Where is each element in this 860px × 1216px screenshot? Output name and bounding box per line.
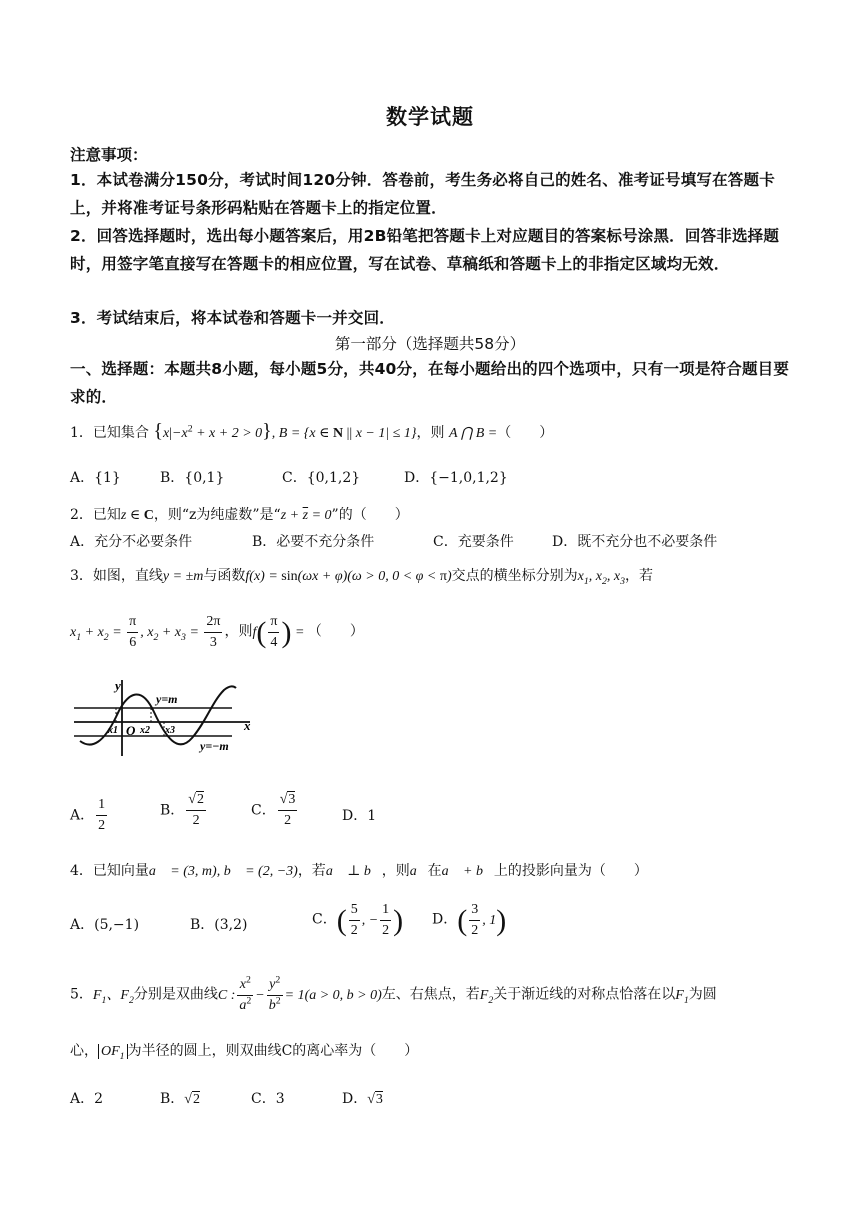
q1-prefix: 1．已知集合 [70,425,149,441]
q5-option-b-label: B． [160,1091,185,1107]
q4-option-b[interactable]: B．(3,2) [190,917,248,933]
q4-option-c[interactable]: C．( $\frac{5}{2}$ , − $\frac{1}{2}$ ) [312,902,404,938]
q5-text-5: 为圆 [688,986,717,1003]
q5-radius: $OF_1$ [98,1044,128,1059]
q3-option-c-label: C． [251,802,276,819]
q5-f1: $F_1$ [675,987,689,1006]
q5-text-4: 关于渐近线的对称点恰落在以 [493,986,676,1003]
q3-roots: $x_1$, $x_2$, $x_3$ [577,569,625,587]
label-y-neg-m: y=−m [200,739,229,753]
label-x: x [244,718,251,733]
label-x3: x3 [165,725,175,736]
section-heading: 一、选择题：本题共8小题，每小题5分，共40分，在每小题给出的四个选项中，只有一项是符合题目要求的． [70,360,790,406]
q4-text-1: 4．已知向量 [70,863,149,879]
q5-f2: $F_2$ [479,987,494,1006]
question-3 [70,565,653,585]
q1-option-d[interactable]: D．{−1,0,1,2} [404,470,508,486]
q4-sum: a⃗ + b⃗ [441,864,494,879]
q3-text-3: 交点的横坐标分别为 [451,568,578,584]
q1-option-a[interactable]: A．{1} [70,470,121,486]
q5-option-d[interactable]: D．√3 [342,1091,383,1107]
q4-text-3: ，则 [381,863,410,879]
q5-text-3: 左、右焦点，若 [381,986,480,1003]
q3-text-5: ，则 [224,623,253,640]
question-3-line-2: $x_1 + x_2$ = $\frac{\pi}{6}$ , $x_2 + x_3$ = $\frac{2\pi}{3}$ ，则f( $\frac{\pi}{4}$ ) = （ ） [70,614,364,650]
question-1: 1．已知集合 $\{x|-x^2 + x + 2 > 0\}$, B = {x ∈ N || x − 1| ≤ 1}，则 A ⋂ B =（ ） [70,420,554,442]
q2-text-1: 2．已知 [70,507,121,523]
q5-text-6: 心， [70,1043,98,1059]
q3-function: f(x) = sin(ωx + φ)(ω > 0, 0 < φ < π) [245,569,452,584]
q1-option-b[interactable]: B．{0,1} [160,470,225,486]
q2-option-d[interactable]: D．既不充分也不必要条件 [552,534,718,550]
q2-option-b[interactable]: B．必要不充分条件 [252,534,375,550]
note-item-3: 3．考试结束后，将本试卷和答题卡一并交回． [70,309,395,327]
q3-option-a-label: A． [70,807,95,824]
label-y: y [115,678,121,693]
q4-option-d-label: D． [432,911,458,928]
q4-option-d[interactable]: D．( $\frac{3}{2}$ , 1) [432,902,507,938]
q1-suffix: ，则 [416,425,445,441]
question-5 [70,975,717,1016]
q2-z-in-c: z ∈ C [120,508,154,523]
q2-option-a[interactable]: A．充分不必要条件 [70,534,193,550]
q3-text-1: 3．如图，直线 [70,568,163,584]
q4-text-4: 在 [427,863,442,879]
q4-vector-a: a⃗ [409,864,428,879]
label-x2: x2 [140,725,150,736]
sine-graph-figure [72,672,258,758]
q3-lines: y = ±m [162,569,204,584]
question-2 [70,504,409,524]
question-4 [70,860,648,880]
q3-option-c[interactable]: C． $\frac{√3}{2}$ [251,792,296,828]
q1-option-c[interactable]: C．{0,1,2} [282,470,361,486]
q3-text-4: ，若 [624,568,653,584]
q5-text-7: 为半径的圆上，则双曲线C的离心率为（ ） [127,1043,419,1059]
q5-foci: $F_1$、$F_2$ [92,987,134,1006]
q5-option-b[interactable]: B．√2 [160,1091,200,1107]
q5-option-c[interactable]: C．3 [251,1091,285,1107]
label-x1: x1 [108,725,118,736]
q3-text-2: 与函数 [203,568,246,584]
page-title: 数学试题 [386,105,474,129]
q4-option-c-label: C． [312,911,337,928]
q1-question-expr: A ⋂ B = [448,426,498,441]
q3-option-b-label: B． [160,802,185,819]
q5-option-a[interactable]: A．2 [70,1091,104,1107]
label-origin: O [126,723,136,738]
q4-option-a[interactable]: A．(5,−1) [70,917,140,933]
q4-text-2: ，若 [297,863,326,879]
question-5-line-2 [70,1040,418,1060]
note-item-1: 1．本试卷满分150分，考试时间120分钟．答卷前，考生务必将自己的姓名、准考证号填写在答题卡上，并将准考证号条形码粘贴在答题卡上的指定位置． [70,171,775,217]
q4-text-5: 上的投影向量为（ ） [493,863,648,879]
q3-asked: f( $\frac{\pi}{4}$ ) = [252,614,308,650]
note-item-2: 2．回答选择题时，选出每小题答案后，用2B铅笔把答题卡上对应题目的答案标号涂黑．回答非选择题时，用签字笔直接写在答题卡的相应位置，写在试卷、草稿纸和答题卡上的非指定区域均无效． [70,227,780,273]
q2-condition: $z + \overline{z} = 0$ [280,508,332,523]
notes-heading: 注意事项： [70,146,148,164]
q3-option-b[interactable]: B． $\frac{√2}{2}$ [160,792,204,828]
part-heading: 第一部分（选择题共58分） [334,335,526,353]
q4-vectors: a⃗ = (3, m), b⃗ = (2, −3) [148,864,298,879]
q5-text-2: 分别是双曲线 [133,986,218,1003]
label-y-m: y=m [156,692,178,706]
q1-set-expr: $\{x|-x^2 + x + 2 > 0\}$, B = {x ∈ N || x − 1| ≤ 1} [153,420,417,442]
q5-option-d-label: D． [342,1091,368,1107]
q3-option-d[interactable]: D．1 [342,808,377,824]
q4-perpendicular: a⃗ ⊥ b⃗ [325,864,382,879]
q2-option-c[interactable]: C．充要条件 [433,534,514,550]
q3-option-a[interactable]: A． $\frac{1}{2}$ [70,797,106,833]
q5-hyperbola: C : $\frac{x^2}{a^2}$ − $\frac{y^2}{b^2}$ = 1(a > 0, b > 0) [217,974,382,1013]
q5-text-1: 5． [70,986,93,1003]
q2-text-3: ”的（ ） [331,507,409,523]
q2-text-2: ，则“z为纯虚数”是“ [153,507,281,523]
q3-conditions: $x_1 + x_2$ = $\frac{\pi}{6}$ , $x_2 + x_3$ = $\frac{2\pi}{3}$ [70,614,221,650]
